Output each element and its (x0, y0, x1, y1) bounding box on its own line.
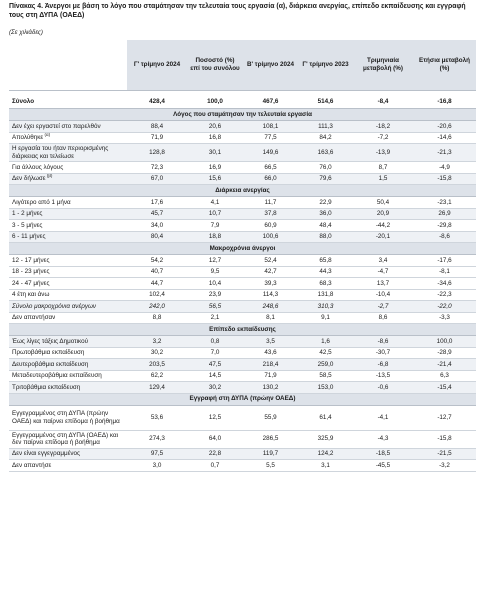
row-value: 3,4 (353, 255, 413, 267)
row-value: 16,8 (187, 132, 243, 144)
row-label: 12 - 17 μήνες (9, 255, 127, 267)
row-label: 18 - 23 μήνες (9, 266, 127, 278)
row-value: 30,2 (187, 382, 243, 394)
row-value: -20,1 (353, 231, 413, 243)
table-row (9, 144, 476, 162)
table-row (9, 301, 476, 313)
row-value: 6,3 (413, 370, 476, 382)
row-label: 24 - 47 μήνες (9, 278, 127, 290)
row-value: -14,6 (413, 132, 476, 144)
row-label: Απολύθηκε $^{(\alpha)}$ (9, 132, 127, 144)
row-value: 44,7 (127, 278, 187, 290)
table-row (9, 162, 476, 174)
row-value: -20,6 (413, 121, 476, 133)
table-row (9, 289, 476, 301)
row-label: Εγγεγραμμένος στη ΔΥΠΑ (πρώην ΟΑΕΔ) και παίρνει επίδομα ή βοήθημα (9, 405, 127, 430)
row-value: -13,5 (353, 370, 413, 382)
row-value: 44,3 (298, 266, 353, 278)
row-value: 310,3 (298, 301, 353, 313)
row-value: 26,9 (413, 208, 476, 220)
row-label: Η εργασία του ήταν περιορισμένης διάρκειας και τελείωσε (9, 144, 127, 162)
row-value: 242,0 (127, 301, 187, 313)
row-value: 124,2 (298, 448, 353, 460)
row-value: -8,6 (353, 336, 413, 348)
row-value: -15,8 (413, 173, 476, 185)
footnote-marker: (α) (43, 132, 51, 138)
row-value: 102,4 (127, 289, 187, 301)
row-value: 30,1 (187, 144, 243, 162)
row-value: 1,6 (298, 336, 353, 348)
row-value: 88,4 (127, 121, 187, 133)
row-value: 3,5 (243, 336, 298, 348)
row-label: Τριτοβάθμια εκπαίδευση (9, 382, 127, 394)
row-value: 4,1 (187, 197, 243, 209)
row-value: 111,3 (298, 121, 353, 133)
row-value: -22,3 (413, 289, 476, 301)
table-row (9, 231, 476, 243)
row-value: 286,5 (243, 430, 298, 448)
row-value: -8,4 (353, 95, 413, 109)
row-value: 12,7 (187, 255, 243, 267)
row-value: 56,5 (187, 301, 243, 313)
section-header (9, 243, 476, 255)
row-value: 14,5 (187, 370, 243, 382)
column-header: Τριμηνιαία μεταβολή (%) (353, 40, 413, 91)
row-value: -15,8 (413, 430, 476, 448)
row-value: -34,6 (413, 278, 476, 290)
row-value: 67,0 (127, 173, 187, 185)
row-value: 131,8 (298, 289, 353, 301)
row-value: 5,5 (243, 460, 298, 472)
row-value: 62,2 (127, 370, 187, 382)
table-row (9, 132, 476, 144)
row-value: 248,6 (243, 301, 298, 313)
row-value: 16,9 (187, 162, 243, 174)
row-value: 54,2 (127, 255, 187, 267)
row-label: Για άλλους λόγους (9, 162, 127, 174)
row-value: 53,6 (127, 405, 187, 430)
section-title: Εγγραφή στη ΔΥΠΑ (πρώην ΟΑΕΔ) (9, 393, 476, 405)
row-label: Μεταδευτεροβάθμια εκπαίδευση (9, 370, 127, 382)
row-value: 68,3 (298, 278, 353, 290)
row-value: 3,2 (127, 336, 187, 348)
row-value: 8,7 (353, 162, 413, 174)
row-value: 8,8 (127, 312, 187, 324)
row-value: 12,5 (187, 405, 243, 430)
row-value: 130,2 (243, 382, 298, 394)
row-value: 514,6 (298, 95, 353, 109)
row-value: 2,1 (187, 312, 243, 324)
row-value: 3,1 (298, 460, 353, 472)
row-value: 8,6 (353, 312, 413, 324)
row-label: Λιγότερο από 1 μήνα (9, 197, 127, 209)
row-value: 97,5 (127, 448, 187, 460)
row-value: 259,0 (298, 359, 353, 371)
row-label: Σύνολο μακροχρόνια ανέργων (9, 301, 127, 313)
row-value: 34,0 (127, 220, 187, 232)
table-row (9, 312, 476, 324)
row-value: -16,8 (413, 95, 476, 109)
unit-note: (Σε χιλιάδες) (9, 29, 43, 36)
table-row (9, 255, 476, 267)
row-value: -44,2 (353, 220, 413, 232)
row-label: Πρωτοβάθμια εκπαίδευση (9, 347, 127, 359)
row-label: Σύνολο (9, 95, 127, 109)
table-row (9, 278, 476, 290)
row-value: 8,1 (243, 312, 298, 324)
table-row (9, 405, 476, 430)
row-value: -4,9 (413, 162, 476, 174)
row-value: -4,7 (353, 266, 413, 278)
row-value: 42,7 (243, 266, 298, 278)
row-label: 6 - 11 μήνες (9, 231, 127, 243)
unemployment-table (9, 40, 476, 472)
table-row (9, 359, 476, 371)
section-title: Επίπεδο εκπαίδευσης (9, 324, 476, 336)
row-value: 203,5 (127, 359, 187, 371)
row-value: 428,4 (127, 95, 187, 109)
row-value: -28,9 (413, 347, 476, 359)
row-label: 3 - 5 μήνες (9, 220, 127, 232)
row-value: -8,1 (413, 266, 476, 278)
row-value: -6,8 (353, 359, 413, 371)
section-title: Διάρκεια ανεργίας (9, 185, 476, 197)
row-value: 7,0 (187, 347, 243, 359)
table-row (9, 382, 476, 394)
row-value: -18,2 (353, 121, 413, 133)
row-value: -0,6 (353, 382, 413, 394)
row-value: -12,7 (413, 405, 476, 430)
row-value: 66,0 (243, 173, 298, 185)
row-value: -10,4 (353, 289, 413, 301)
row-value: -8,6 (413, 231, 476, 243)
row-value: 61,4 (298, 405, 353, 430)
section-title: Μακροχρόνια άνεργοι (9, 243, 476, 255)
row-value: 65,8 (298, 255, 353, 267)
row-value: 22,8 (187, 448, 243, 460)
row-value: 129,4 (127, 382, 187, 394)
footnote-marker: (β) (45, 173, 53, 179)
row-value: -15,4 (413, 382, 476, 394)
row-value: 13,7 (353, 278, 413, 290)
row-value: 20,9 (353, 208, 413, 220)
total-row (9, 95, 476, 109)
row-value: 79,6 (298, 173, 353, 185)
column-header (9, 40, 127, 91)
row-value: 22,9 (298, 197, 353, 209)
row-value: -23,1 (413, 197, 476, 209)
row-label: Δεν είναι εγγεγραμμένος (9, 448, 127, 460)
row-value: 10,4 (187, 278, 243, 290)
row-value: 80,4 (127, 231, 187, 243)
row-value: -21,3 (413, 144, 476, 162)
row-value: 100,0 (187, 95, 243, 109)
section-header (9, 109, 476, 121)
row-value: -21,4 (413, 359, 476, 371)
table-row (9, 347, 476, 359)
row-value: -21,5 (413, 448, 476, 460)
row-label: Δεν απαντήσαν (9, 312, 127, 324)
column-header: Ετήσια μεταβολή (%) (413, 40, 476, 91)
row-value: 0,7 (187, 460, 243, 472)
row-value: 153,0 (298, 382, 353, 394)
row-value: 77,5 (243, 132, 298, 144)
row-label: Δεν δήλωσε $^{(\beta)}$ (9, 173, 127, 185)
row-value: -45,5 (353, 460, 413, 472)
row-value: 18,8 (187, 231, 243, 243)
row-value: 45,7 (127, 208, 187, 220)
section-header (9, 185, 476, 197)
row-value: 36,0 (298, 208, 353, 220)
row-label: Έως λίγες τάξεις Δημοτικού (9, 336, 127, 348)
row-value: 47,5 (187, 359, 243, 371)
header-row (9, 40, 476, 91)
row-value: 40,7 (127, 266, 187, 278)
row-value: 60,9 (243, 220, 298, 232)
row-value: 20,6 (187, 121, 243, 133)
table-row (9, 370, 476, 382)
row-label: Δευτεροβάθμια εκπαίδευση (9, 359, 127, 371)
row-value: 48,4 (298, 220, 353, 232)
row-value: 39,3 (243, 278, 298, 290)
row-value: 71,9 (243, 370, 298, 382)
section-header (9, 393, 476, 405)
table-row (9, 448, 476, 460)
row-value: 37,8 (243, 208, 298, 220)
table-title: Πίνακας 4. Άνεργοι με βάση το λόγο που σταμάτησαν την τελευταία τους εργασία (α), διάρκεια ανεργίας, επίπεδο εκπαίδευσης και εγγραφή τους στη ΔΥΠΑ (ΟΑΕΔ) (9, 3, 466, 19)
row-value: 58,5 (298, 370, 353, 382)
table-row (9, 220, 476, 232)
row-value: 119,7 (243, 448, 298, 460)
row-label: Εγγεγραμμένος στη ΔΥΠΑ (ΟΑΕΔ) και δεν παίρνει επίδομα ή βοήθημα (9, 430, 127, 448)
table-row (9, 208, 476, 220)
row-value: -22,0 (413, 301, 476, 313)
table-row (9, 336, 476, 348)
row-value: 149,6 (243, 144, 298, 162)
row-value: -4,3 (353, 430, 413, 448)
section-title: Λόγος που σταμάτησαν την τελευταία εργασία (9, 109, 476, 121)
row-value: 17,6 (127, 197, 187, 209)
row-value: -7,2 (353, 132, 413, 144)
row-value: 467,6 (243, 95, 298, 109)
table-row (9, 460, 476, 472)
row-value: -18,5 (353, 448, 413, 460)
row-value: -17,6 (413, 255, 476, 267)
row-value: 84,2 (298, 132, 353, 144)
row-value: 11,7 (243, 197, 298, 209)
row-value: -3,2 (413, 460, 476, 472)
table-row (9, 121, 476, 133)
row-value: -3,3 (413, 312, 476, 324)
row-value: -13,9 (353, 144, 413, 162)
row-value: 42,5 (298, 347, 353, 359)
row-value: 163,6 (298, 144, 353, 162)
row-value: 55,9 (243, 405, 298, 430)
row-value: 64,0 (187, 430, 243, 448)
column-header: Γ' τρίμηνο 2023 (298, 40, 353, 91)
row-value: 128,8 (127, 144, 187, 162)
row-value: 100,0 (413, 336, 476, 348)
row-value: 0,8 (187, 336, 243, 348)
row-value: -30,7 (353, 347, 413, 359)
row-label: 4 έτη και άνω (9, 289, 127, 301)
row-value: 52,4 (243, 255, 298, 267)
row-value: 71,9 (127, 132, 187, 144)
table-row (9, 173, 476, 185)
section-header (9, 324, 476, 336)
column-header: Γ' τρίμηνο 2024 (127, 40, 187, 91)
row-value: 76,0 (298, 162, 353, 174)
row-value: 15,6 (187, 173, 243, 185)
row-label: Δεν έχει εργαστεί στο παρελθόν (9, 121, 127, 133)
row-value: 88,0 (298, 231, 353, 243)
row-value: 66,5 (243, 162, 298, 174)
row-value: 3,0 (127, 460, 187, 472)
row-value: 7,9 (187, 220, 243, 232)
row-value: 114,3 (243, 289, 298, 301)
row-value: 23,9 (187, 289, 243, 301)
row-value: 9,1 (298, 312, 353, 324)
row-value: -29,8 (413, 220, 476, 232)
row-value: 72,3 (127, 162, 187, 174)
column-header: Β' τρίμηνο 2024 (243, 40, 298, 91)
row-label: Δεν απαντήσε (9, 460, 127, 472)
row-value: 218,4 (243, 359, 298, 371)
row-value: 10,7 (187, 208, 243, 220)
column-header: Ποσοστό (%) επί του συνόλου (187, 40, 243, 91)
row-value: 30,2 (127, 347, 187, 359)
table-row (9, 197, 476, 209)
row-value: 274,3 (127, 430, 187, 448)
row-value: 100,6 (243, 231, 298, 243)
table-row (9, 430, 476, 448)
row-value: 108,1 (243, 121, 298, 133)
row-value: 50,4 (353, 197, 413, 209)
row-value: -2,7 (353, 301, 413, 313)
row-value: 43,6 (243, 347, 298, 359)
row-value: 1,5 (353, 173, 413, 185)
row-value: 9,5 (187, 266, 243, 278)
table-row (9, 266, 476, 278)
row-value: -4,1 (353, 405, 413, 430)
row-label: 1 - 2 μήνες (9, 208, 127, 220)
row-value: 325,9 (298, 430, 353, 448)
